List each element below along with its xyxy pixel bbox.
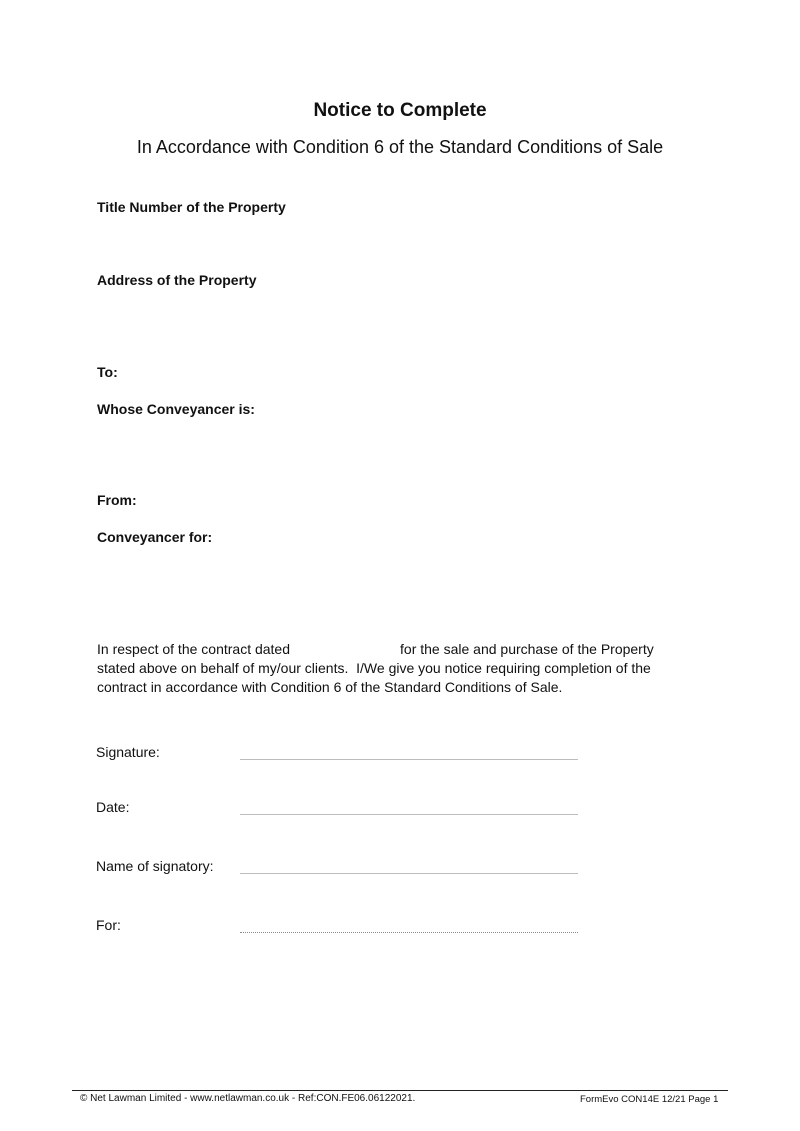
signature-label: Signature: bbox=[96, 744, 160, 760]
date-line[interactable] bbox=[240, 814, 578, 815]
whose-conveyancer-label: Whose Conveyancer is: bbox=[97, 401, 255, 417]
notice-line-2: stated above on behalf of my/our clients. I/We give you notice requiring completion of the bbox=[97, 660, 651, 676]
conveyancer-for-label: Conveyancer for: bbox=[97, 529, 213, 545]
for-line[interactable] bbox=[240, 932, 578, 933]
title-number-label: Title Number of the Property bbox=[97, 199, 286, 215]
document-title: Notice to Complete bbox=[313, 100, 487, 121]
footer-form-reference: FormEvo CON14E 12/21 Page 1 bbox=[580, 1094, 719, 1105]
signature-line[interactable] bbox=[240, 759, 578, 760]
name-of-signatory-line[interactable] bbox=[240, 873, 578, 874]
footer-divider bbox=[72, 1090, 728, 1091]
notice-line-1-end: for the sale and purchase of the Property bbox=[400, 641, 654, 657]
for-label: For: bbox=[96, 917, 121, 933]
address-label: Address of the Property bbox=[97, 272, 257, 288]
to-label: To: bbox=[97, 364, 118, 380]
name-of-signatory-label: Name of signatory: bbox=[96, 858, 214, 874]
footer-copyright: © Net Lawman Limited - www.netlawman.co.uk - Ref:CON.FE06.06122021. bbox=[80, 1093, 416, 1104]
date-label: Date: bbox=[96, 799, 130, 815]
notice-line-3: contract in accordance with Condition 6 of the Standard Conditions of Sale. bbox=[97, 679, 563, 695]
from-label: From: bbox=[97, 492, 137, 508]
notice-line-1 bbox=[97, 640, 697, 659]
notice-paragraph bbox=[97, 640, 697, 697]
notice-line-1-start: In respect of the contract dated bbox=[97, 641, 291, 657]
document-subtitle: In Accordance with Condition 6 of the Standard Conditions of Sale bbox=[136, 137, 664, 157]
